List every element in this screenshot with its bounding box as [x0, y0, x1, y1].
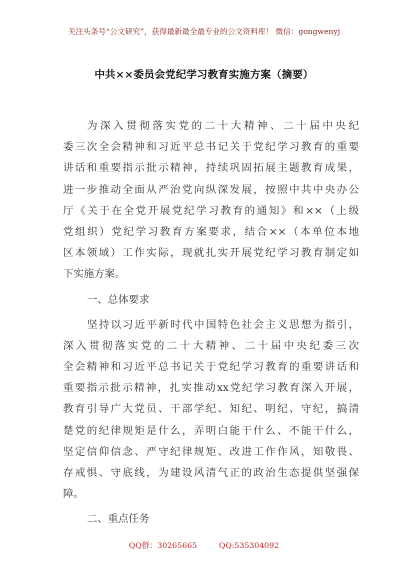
paragraph-intro [63, 116, 359, 286]
text-line: 厅《关于在全党开展党纪学习教育的通知》和××（上级 [63, 204, 359, 217]
document-body [63, 116, 359, 531]
text-line: 坚定信仰信念、严守纪律规矩、改进工作作风，知敬畏、 [63, 445, 359, 458]
page-footer [0, 540, 408, 551]
text-line: 楚党的纪律规矩是什么，弄明白能干什么、不能干什么， [63, 424, 359, 437]
text-line: 区本领域）工作实际，现就扎实开展党纪学习教育制定如 [63, 247, 359, 260]
text-line: 全会精神和习近平总书记关于党纪学习教育的重要讲话和 [63, 361, 359, 374]
text-line: 深入贯彻落实党的二十大精神、二十届中央纪委三次 [63, 339, 359, 352]
text-line: 障。 [63, 488, 84, 501]
text-line: 存戒惧、守底线，为建设风清气正的政治生态提供坚强保 [63, 467, 359, 479]
text-line: 委三次全会精神和习近平总书记关于党纪学习教育的重要 [63, 141, 359, 154]
text-line: 讲话和重要指示批示精神，持续巩固拓展主题教育成果， [63, 162, 359, 175]
text-line: 进一步推动全面从严治党向纵深发展，按照中共中央办公 [63, 183, 359, 196]
text-line: 教育引导广大党员、干部学纪、知纪、明纪、守纪，搞清 [63, 403, 359, 416]
section-heading-general-requirements: 一、总体要求 [87, 293, 150, 306]
section-heading-key-tasks: 二、重点任务 [87, 513, 150, 526]
text-line: 下实施方案。 [63, 268, 126, 281]
text-line: 为深入贯彻落实党的二十大精神、二十届中央纪 [87, 120, 359, 132]
footer-qq-group: QQ群：30265665 [128, 541, 197, 550]
document-title: 中共××委员会党纪学习教育实施方案（摘要） [94, 69, 314, 81]
paragraph-general-requirements [63, 315, 359, 506]
page-header-banner: 关注头条号“公文研究”，获得最新最全最专业的公文资料库！ 微信：gongwenyj [67, 27, 341, 36]
text-line: 重要指示批示精神，扎实推动xx党纪学习教育深入开展， [63, 382, 359, 395]
text-line: 党组织）党纪学习教育方案要求，结合××（本单位本地 [63, 225, 359, 238]
footer-qq: QQ:535304092 [219, 541, 280, 550]
text-line: 坚持以习近平新时代中国特色社会主义思想为指引， [87, 318, 359, 331]
